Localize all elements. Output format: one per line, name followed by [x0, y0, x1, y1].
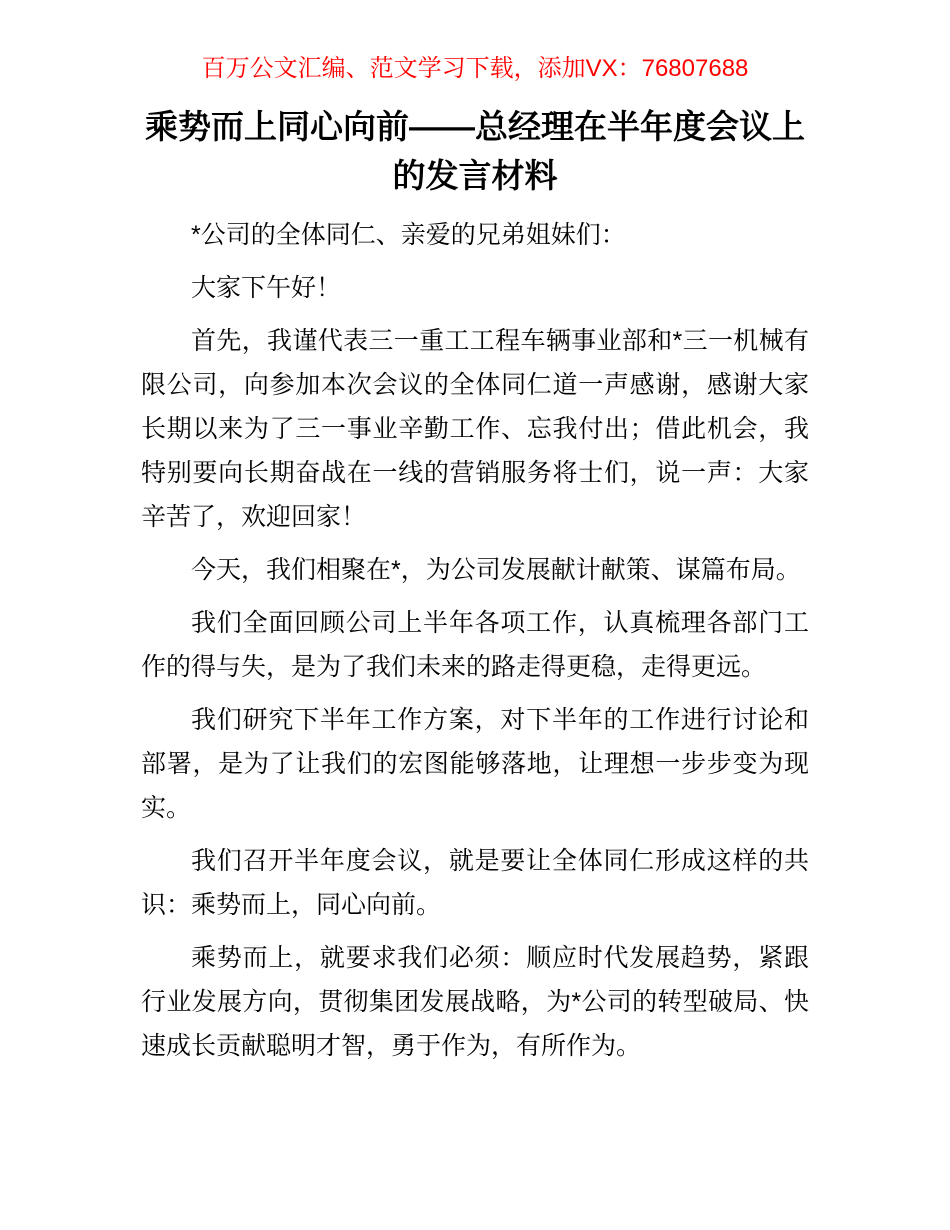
paragraph: 乘势而上，就要求我们必须：顺应时代发展趋势，紧跟行业发展方向，贯彻集团发展战略，为*公司的转型破局、快速成长贡献聪明才智，勇于作为，有所作为。 [141, 944, 809, 1060]
paragraph: 我们全面回顾公司上半年各项工作，认真梳理各部门工作的得与失，是为了我们未来的路走得更稳，走得更远。 [141, 609, 809, 681]
paragraph: 首先，我谨代表三一重工工程车辆事业部和*三一机械有限公司，向参加本次会议的全体同仁道一声感谢，感谢大家长期以来为了三一事业辛勤工作、忘我付出；借此机会，我特别要向长期奋战在一线的营销服务将士们，说一声：大家辛苦了，欢迎回家！ [141, 327, 809, 531]
paragraph: 我们召开半年度会议，就是要让全体同仁形成这样的共识：乘势而上，同心向前。 [141, 847, 809, 919]
paragraph: 大家下午好！ [191, 274, 342, 302]
paragraph: 今天，我们相聚在*，为公司发展献计献策、谋篇布局。 [191, 556, 801, 584]
paragraph: 我们研究下半年工作方案，对下半年的工作进行讨论和部署，是为了让我们的宏图能够落地，让理想一步步变为现实。 [141, 706, 809, 822]
document-title: 乘势而上同心向前——总经理在半年度会议上的发言材料 [145, 108, 805, 194]
document-body [141, 213, 809, 1068]
paragraph: *公司的全体同仁、亲爱的兄弟姐妹们： [191, 221, 626, 249]
promo-header-notice: 百万公文汇编、范文学习下载，添加VX：76807688 [201, 55, 749, 82]
